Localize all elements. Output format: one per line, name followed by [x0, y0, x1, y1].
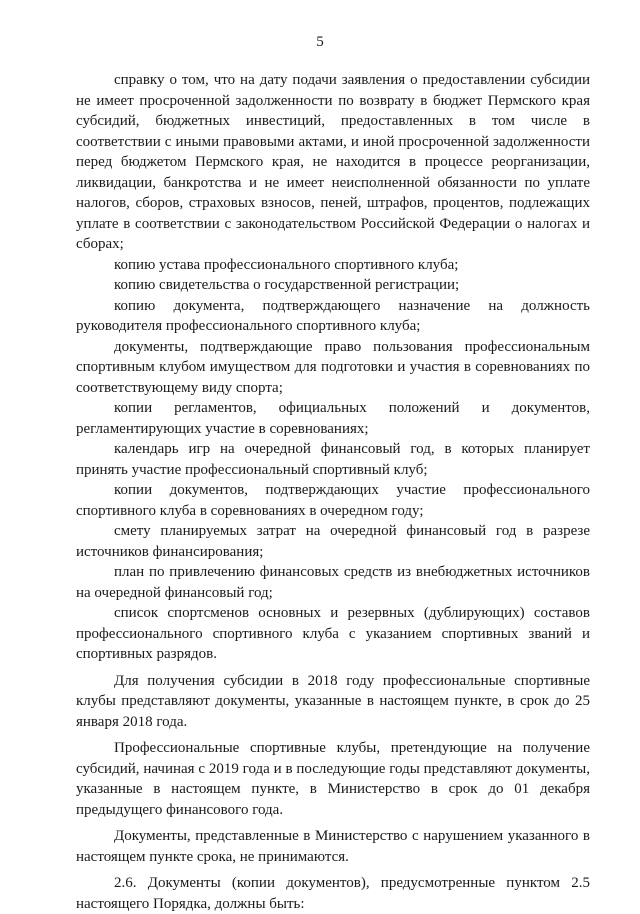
document-body — [76, 70, 590, 914]
paragraph-property-rights: документы, подтверждающие право пользования профессиональным спортивным клубом имуществом для подготовки и участия в соревнованиях по соответствующему виду спорта; — [76, 338, 590, 396]
paragraph-director-appointment: копию документа, подтверждающего назначение на должность руководителя профессионального спортивного клуба; — [76, 297, 590, 334]
paragraph-charter-copy: копию устава профессионального спортивного клуба; — [114, 256, 459, 273]
paragraph-registration-certificate: копию свидетельства о государственной регистрации; — [114, 277, 460, 293]
paragraph-participation-documents: копии документов, подтверждающих участие профессионального спортивного клуба в соревнованиях в очередном году; — [76, 482, 590, 519]
paragraph-deadline-2018: Для получения субсидии в 2018 году профессиональные спортивные клубы представляют документы, указанные в настоящем пункте, в срок до 25 января 2018 года. — [76, 672, 590, 730]
paragraph-late-documents: Документы, представленные в Министерство с нарушением указанного в настоящем пункте срока, не принимаются. — [76, 828, 590, 865]
paragraph-deadline-2019: Профессиональные спортивные клубы, претендующие на получение субсидий, начиная с 2019 года и в последующие годы представляют документы, указанные в настоящем пункте, в Министерство в срок до 01 декабря предыдущего финансового года. — [76, 740, 590, 818]
paragraph-game-calendar: календарь игр на очередной финансовый год, в которых планирует принять участие профессиональный спортивный клуб; — [76, 441, 590, 478]
paragraph-certificate-no-debt: справку о том, что на дату подачи заявления о предоставлении субсидии не имеет просроченной задолженности по возврату в бюджет Пермского края субсидий, бюджетных инвестиций, предоставленных в том числе в соответствии с иными правовыми актами, и иной просроченной задолженности перед бюджетом Пермского края, не находится в процессе реорганизации, ликвидации, банкротства и не имеет неисполненной обязанности по уплате налогов, сборов, страховых взносов, пеней, штрафов, процентов, подлежащих уплате в соответствии с законодательством Российской Федерации о налогах и сборах; — [76, 72, 590, 252]
paragraph-section-2-6: 2.6. Документы (копии документов), предусмотренные пунктом 2.5 настоящего Порядка, должны быть: — [76, 875, 590, 912]
page-number: 5 — [316, 34, 324, 50]
paragraph-cost-estimate: смету планируемых затрат на очередной финансовый год в разрезе источников финансирования; — [76, 523, 590, 560]
paragraph-funding-plan: план по привлечению финансовых средств из внебюджетных источников на очередной финансовый год; — [76, 564, 590, 601]
paragraph-athletes-list: список спортсменов основных и резервных (дублирующих) составов профессионального спортивного клуба с указанием спортивных званий и спортивных разрядов. — [76, 605, 590, 662]
paragraph-regulations-copies: копии регламентов, официальных положений и документов, регламентирующих участие в соревнованиях; — [76, 400, 590, 437]
